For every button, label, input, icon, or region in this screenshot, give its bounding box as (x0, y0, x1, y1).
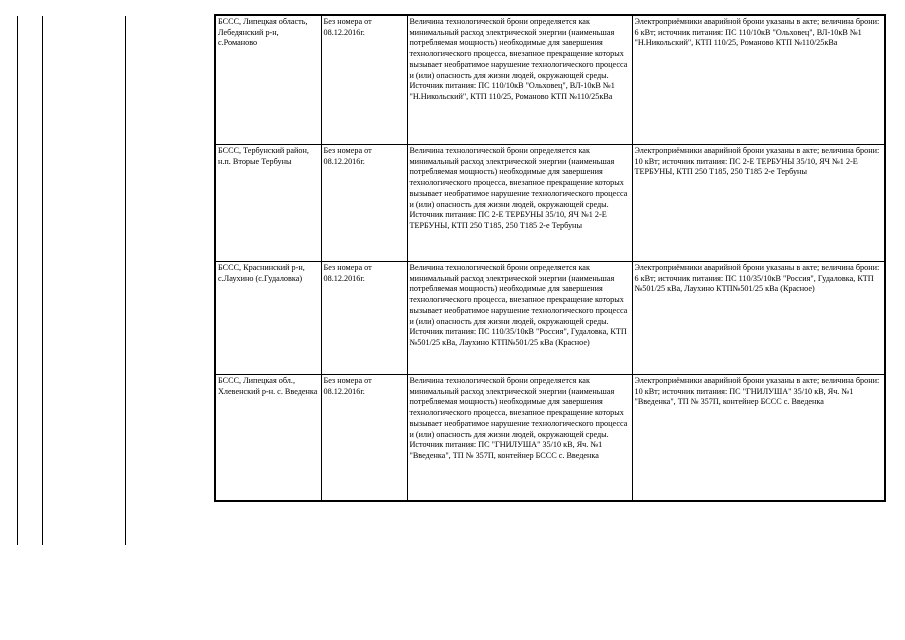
document-number-cell: Без номера от 08.12.2016г. (321, 262, 407, 375)
technological-reserve-cell: Величина технологической брони определяется как минимальный расход электрической энергии (наименьшая потребляемая мощность) необходимые для завершения технологического процесса, внезапное прекращение которых вызывает необратимое нарушение технологического процесса и (или) опасность для жизни людей, окружающей среды. Источник питания: ПС 110/10кВ "Ольховец", ВЛ-10кВ №1 "Н.Никольский", КТП 110/25, Романово КТП №110/25кВа (407, 15, 632, 145)
table-row (215, 262, 885, 375)
table-row (215, 15, 885, 145)
emergency-reserve-cell: Электроприёмники аварийной брони указаны в акте; величина брони: 6 кВт; источник питания: ПС 110/10кВ "Ольховец", ВЛ-10кВ №1 "Н.Никольский", КТП 110/25, Романово КТП №110/25кВа (632, 15, 885, 145)
document-number-cell: Без номера от 08.12.2016г. (321, 145, 407, 262)
table-row (215, 145, 885, 262)
technological-reserve-cell: Величина технологической брони определяется как минимальный расход электрической энергии (наименьшая потребляемая мощность) необходимые для завершения технологического процесса, внезапное прекращение которых вызывает необратимое нарушение технологического процесса и (или) опасность для жизни людей, окружающей среды. Источник питания: ПС 110/35/10кВ "Россия", Гудаловка, КТП №501/25 кВа, Лаухино КТП№501/25 кВа (Красное) (407, 262, 632, 375)
left-margin-rule-2 (42, 16, 43, 545)
reservation-table (214, 14, 886, 502)
object-cell: БССС, Краснинский р-н, с.Лаухино (с.Гудаловка) (215, 262, 321, 375)
object-cell: БССС, Липецкая область, Лебедянский р-н, с.Романово (215, 15, 321, 145)
left-margin-rule-3 (125, 16, 126, 545)
technological-reserve-cell: Величина технологической брони определяется как минимальный расход электрической энергии (наименьшая потребляемая мощность) необходимые для завершения технологического процесса, внезапное прекращение которых вызывает необратимое нарушение технологического процесса и (или) опасность для жизни людей, окружающей среды. Источник питания: ПС "ГНИЛУША" 35/10 кВ, Яч. №1 "Введенка", ТП № 357П, контейнер БССС с. Введенка (407, 375, 632, 502)
left-margin-rule-1 (17, 16, 18, 545)
object-cell: БССС, Липецкая обл., Хлевенский р-н. с. Введенка (215, 375, 321, 502)
emergency-reserve-cell: Электроприёмники аварийной брони указаны в акте; величина брони: 10 кВт; источник питания: ПС "ГНИЛУША" 35/10 кВ, Яч. №1 "Введенка", ТП № 357П, контейнер БССС с. Введенка (632, 375, 885, 502)
object-cell: БССС, Тербунский район, н.п. Вторые Тербуны (215, 145, 321, 262)
emergency-reserve-cell: Электроприёмники аварийной брони указаны в акте; величина брони: 6 кВт; источник питания: ПС 110/35/10кВ "Россия", Гудаловка, КТП №501/25 кВа, Лаухино КТП№501/25 кВа (Красное) (632, 262, 885, 375)
table-row (215, 375, 885, 502)
technological-reserve-cell: Величина технологической брони определяется как минимальный расход электрической энергии (наименьшая потребляемая мощность) необходимые для завершения технологического процесса, внезапное прекращение которых вызывает необратимое нарушение технологического процесса и (или) опасность для жизни людей, окружающей среды. Источник питания: ПС 2-Е ТЕРБУНЫ 35/10, ЯЧ №1 2-Е ТЕРБУНЫ, КТП 250 Т185, 250 Т185 2-е Тербуны (407, 145, 632, 262)
document-number-cell: Без номера от 08.12.2016г. (321, 15, 407, 145)
emergency-reserve-cell: Электроприёмники аварийной брони указаны в акте; величина брони: 10 кВт; источник питания: ПС 2-Е ТЕРБУНЫ 35/10, ЯЧ №1 2-Е ТЕРБУНЫ, КТП 250 Т185, 250 Т185 2-е Тербуны (632, 145, 885, 262)
document-number-cell: Без номера от 08.12.2016г. (321, 375, 407, 502)
